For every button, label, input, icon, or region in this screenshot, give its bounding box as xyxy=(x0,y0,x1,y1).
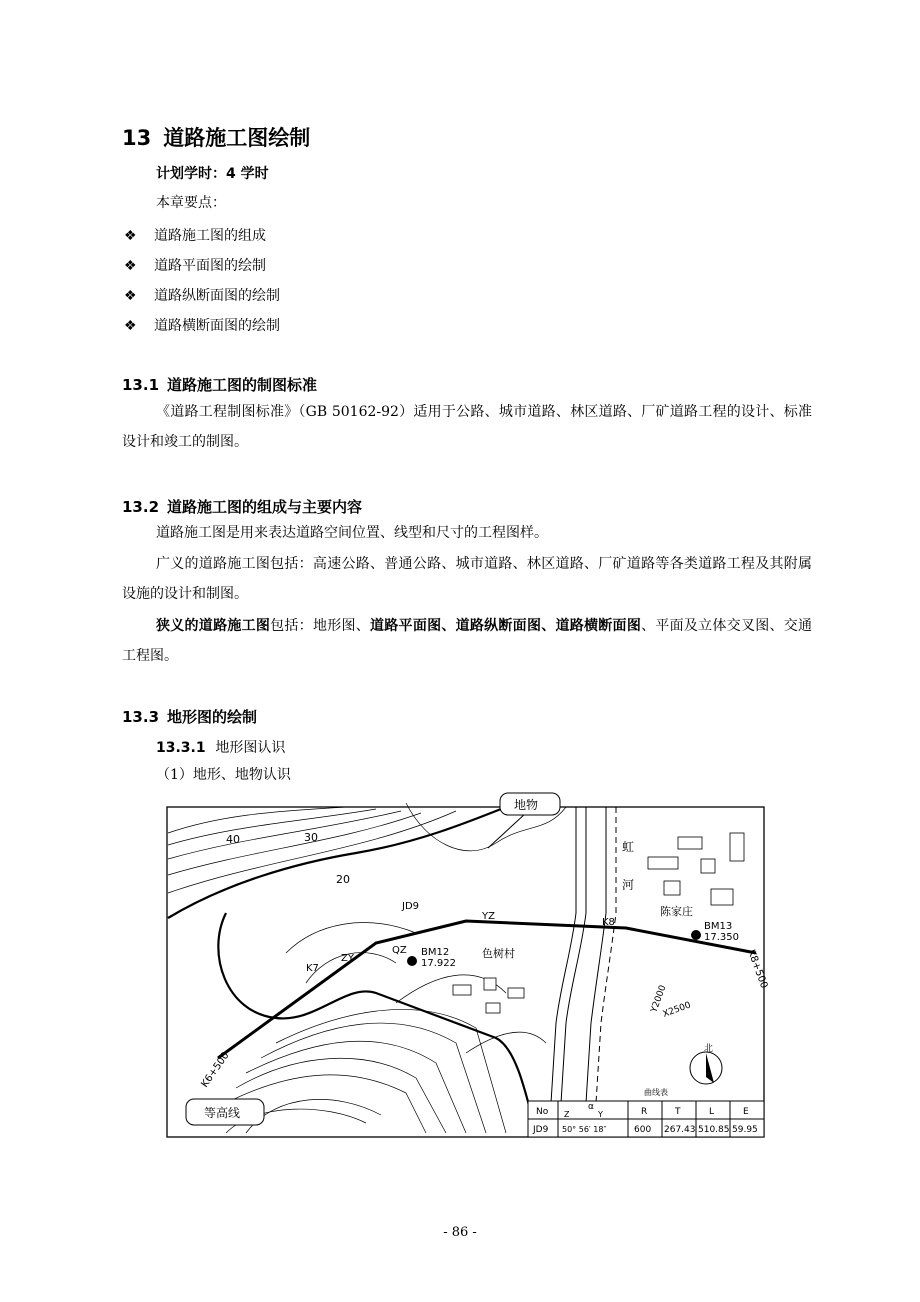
bullet-diamond-icon: ❖ xyxy=(124,288,137,304)
svg-text:JD9: JD9 xyxy=(533,1125,549,1135)
curve-table-title: 曲线表 xyxy=(644,1088,668,1097)
subsection-heading-13-3-1: 13.3.1 地形图认识 xyxy=(156,740,286,756)
grid-y-label: Y2000 xyxy=(649,983,669,1015)
contour-label: 30 xyxy=(304,831,318,844)
river-char: 虹 xyxy=(622,840,635,854)
chapter-title xyxy=(122,122,310,152)
benchmark-name: BM13 xyxy=(704,921,733,932)
section-13-2-paragraph-2: 广义的道路施工图包括：高速公路、普通公路、城市道路、林区道路、厂矿道路等各类道路工程及其附属设施的设计和制图。 xyxy=(122,556,812,602)
grid-x-label: X2500 xyxy=(661,1000,693,1020)
benchmark-icon xyxy=(407,956,417,966)
benchmark-value: 17.350 xyxy=(704,932,739,943)
map-frame xyxy=(167,807,764,1137)
section-heading-13-3: 13.3 地形图的绘制 xyxy=(122,708,258,726)
svg-text:No: No xyxy=(536,1107,549,1117)
section-13-2-paragraph-3: 狭义的道路施工图包括：地形图、道路平面图、道路纵断面图、道路横断面图、平面及立体交叉图、交通工程图。 xyxy=(122,618,813,664)
point-label: JD9 xyxy=(402,901,420,912)
point-label: K8 xyxy=(602,917,615,928)
svg-text:Z: Z xyxy=(564,1110,570,1119)
section-heading-13-1: 13.1 道路施工图的制图标准 xyxy=(122,376,318,394)
key-point-item: ❖ 道路纵断面图的绘制 xyxy=(124,288,280,304)
bullet-diamond-icon: ❖ xyxy=(124,318,137,334)
section-13-2-paragraph-1: 道路施工图是用来表达道路空间位置、线型和尺寸的工程图样。 xyxy=(156,525,548,541)
contour-label: 20 xyxy=(336,873,350,886)
bullet-diamond-icon: ❖ xyxy=(124,228,137,244)
point-label: YZ xyxy=(482,911,495,922)
svg-text:E: E xyxy=(743,1107,749,1117)
curve-table xyxy=(528,1101,764,1137)
chapter-title-text: 道路施工图绘制 xyxy=(163,126,311,150)
svg-text:R: R xyxy=(641,1107,648,1117)
point-label: QZ xyxy=(392,945,407,956)
svg-text:50° 56′ 18″: 50° 56′ 18″ xyxy=(562,1125,607,1134)
study-hours: 计划学时：4 学时 xyxy=(156,166,269,182)
svg-text:600: 600 xyxy=(634,1125,652,1135)
key-points-label: 本章要点： xyxy=(156,195,226,211)
benchmark-value: 17.922 xyxy=(421,958,456,969)
section-13-1-paragraph: 《道路工程制图标准》（GB 50162-92）适用于公路、城市道路、林区道路、厂矿道路工程的设计、标准设计和竣工的制图。 xyxy=(122,404,812,450)
chapter-number: 13 xyxy=(122,126,152,150)
chainage-start: K6+500 xyxy=(199,1050,232,1090)
svg-text:地物: 地物 xyxy=(514,798,539,812)
page-number: - 86 - xyxy=(443,1225,477,1240)
svg-text:267.43: 267.43 xyxy=(664,1125,696,1135)
svg-text:Y: Y xyxy=(598,1110,603,1119)
chainage-end: K8+500 xyxy=(745,948,770,990)
village-label: 色树村 xyxy=(482,947,515,960)
point-label: ZY xyxy=(341,953,354,964)
section-heading-13-2: 13.2 道路施工图的组成与主要内容 xyxy=(122,498,363,516)
contour-label: 40 xyxy=(226,833,240,846)
benchmark-icon xyxy=(691,930,701,940)
village-label: 陈家庄 xyxy=(660,905,693,918)
benchmark-name: BM12 xyxy=(421,947,450,958)
svg-text:等高线: 等高线 xyxy=(204,1106,241,1120)
key-point-item: ❖ 道路横断面图的绘制 xyxy=(124,318,280,334)
svg-text:L: L xyxy=(709,1107,715,1117)
point-label: K7 xyxy=(306,963,319,974)
key-point-item: ❖ 道路施工图的组成 xyxy=(124,228,266,244)
topographic-map-figure xyxy=(166,798,770,1138)
list-item-terrain: （1）地形、地物认识 xyxy=(156,767,291,783)
callout-bottom xyxy=(186,1099,264,1125)
svg-text:59.95: 59.95 xyxy=(732,1125,758,1135)
bullet-diamond-icon: ❖ xyxy=(124,258,137,274)
svg-text:510.85: 510.85 xyxy=(698,1125,730,1135)
svg-text:T: T xyxy=(675,1107,681,1117)
key-point-item: ❖ 道路平面图的绘制 xyxy=(124,258,266,274)
river-char: 河 xyxy=(622,878,635,892)
svg-text:α: α xyxy=(588,1102,594,1112)
north-label: 北 xyxy=(704,1044,714,1054)
